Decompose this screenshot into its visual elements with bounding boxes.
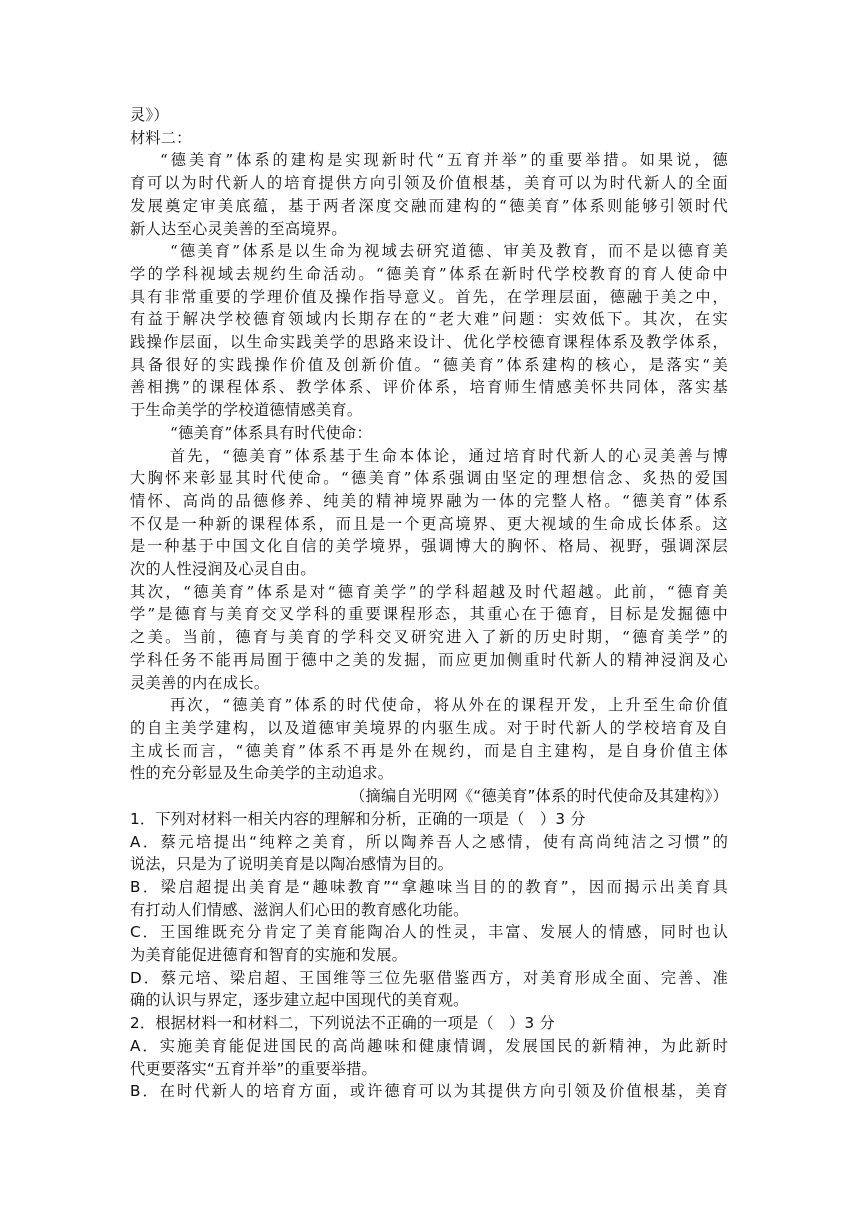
text-line: 学”是德育与美育交叉学科的重要课程形态，其重心在于德育，目标是发掘德中 — [130, 605, 728, 624]
text-line: 情怀、高尚的品德修养、纯美的精神境界融为一体的完整人格。“德美育”体系 — [130, 491, 728, 510]
text-line: 发展奠定审美底蕴，基于两者深度交融而建构的“德美育”体系则能够引领时代 — [130, 196, 728, 215]
text-line: （摘编自光明网《“德美育”体系的时代使命及其建构》） — [350, 787, 728, 806]
text-line: 主成长而言，“德美育”体系不再是外在规约，而是自主建构，是自身价值主体 — [130, 741, 728, 760]
document-body — [130, 104, 728, 1103]
text-line: 灵美善的内在成长。 — [130, 673, 270, 692]
text-line: C．王国维既充分肯定了美育能陶冶人的性灵，丰富、发展人的情感，同时也认 — [130, 923, 728, 942]
text-line: 有打动人们情感、滋润人们心田的教育感化功能。 — [130, 900, 469, 919]
text-line: 善相携”的课程体系、教学体系、评价体系，培育师生情感美怀共同体，落实基 — [130, 378, 728, 397]
text-line: 1．下列对材料一相关内容的理解和分析，正确的一项是（ ）3 分 — [130, 809, 586, 828]
text-line: “德美育”体系具有时代使命： — [170, 423, 372, 442]
text-line: “德美育”体系是以生命为视域去研究道德、审美及教育，而不是以德育美 — [170, 242, 728, 261]
text-line: 具有非常重要的学理价值及操作指导意义。首先，在学理层面，德融于美之中， — [130, 287, 728, 306]
text-line: 确的认识与界定，逐步建立起中国现代的美育观。 — [130, 991, 469, 1010]
text-line: 于生命美学的学校道德情感美育。 — [130, 401, 363, 420]
text-line: 性的充分彰显及生命美学的主动追求。 — [130, 764, 394, 783]
text-line: 次的人性浸润及心灵自由。 — [130, 560, 316, 579]
text-line: 学科任务不能再局囿于德中之美的发掘，而应更加侧重时代新人的精神浸润及心 — [130, 650, 728, 669]
text-line: 灵》） — [130, 106, 169, 124]
text-line: 有益于解决学校德育领域内长期存在的“老大难”问题：实效低下。其次，在实 — [130, 310, 728, 329]
text-line: 首先，“德美育”体系基于生命本体论，通过培育时代新人的心灵美善与博 — [170, 446, 728, 465]
text-line: 不仅是一种新的课程体系，而且是一个更高境界、更大视域的生命成长体系。这 — [130, 514, 728, 533]
text-line: 2．根据材料一和材料二，下列说法不正确的一项是（ ）3 分 — [130, 1014, 555, 1033]
text-line: 是一种基于中国文化自信的美学境界，强调博大的胸怀、格局、视野，强调深层 — [130, 537, 728, 556]
text-line: 之美。当前，德育与美育的学科交叉研究进入了新的历史时期，“德育美学”的 — [130, 628, 728, 647]
text-line: 新人达至心灵美善的至高境界。 — [130, 219, 347, 238]
text-line: B．在时代新人的培育方面，或许德育可以为其提供方向引领及价值根基，美育 — [130, 1082, 728, 1101]
text-line: 为美育能促进德育和智育的实施和发展。 — [130, 946, 407, 965]
text-line: 说法，只是为了说明美育是以陶冶感情为目的。 — [130, 855, 454, 874]
text-line: 再次，“德美育”体系的时代使命，将从外在的课程开发，上升至生命价值 — [170, 696, 728, 715]
text-line: “德美育”体系的建构是实现新时代“五育并举”的重要举措。如果说，德 — [160, 151, 728, 170]
text-line: 的自主美学建构，以及道德审美境界的内驱生成。对于时代新人的学校培育及自 — [130, 718, 728, 737]
text-line: D．蔡元培、梁启超、王国维等三位先驱借鉴西方，对美育形成全面、完善、准 — [130, 968, 728, 987]
text-line: 践操作层面，以生命实践美学的思路来设计、优化学校德育课程体系及教学体系， — [130, 333, 728, 352]
text-line: 其次，“德美育”体系是对“德育美学”的学科超越及时代超越。此前，“德育美 — [130, 582, 728, 601]
text-line: A．蔡元培提出“纯粹之美育，所以陶养吾人之感情，使有高尚纯洁之习惯”的 — [130, 832, 728, 851]
text-line: 材料二： — [130, 128, 192, 147]
text-line: 学的学科视域去规约生命活动。“德美育”体系在新时代学校教育的育人使命中 — [130, 264, 728, 283]
text-line: 大胸怀来彰显其时代使命。“德美育”体系强调由坚定的理想信念、炙热的爱国 — [130, 469, 728, 488]
text-line: 代更要落实“五育并举”的重要举措。 — [130, 1059, 377, 1078]
text-line: 具备很好的实践操作价值及创新价值。“德美育”体系建构的核心，是落实“美 — [130, 355, 728, 374]
text-line: 育可以为时代新人的培育提供方向引领及价值根基，美育可以为时代新人的全面 — [130, 174, 728, 193]
text-line: B．梁启超提出美育是“趣味教育”“拿趣味当目的的教育”，因而揭示出美育具 — [130, 877, 728, 896]
text-line: A．实施美育能促进国民的高尚趣味和健康情调，发展国民的新精神，为此新时 — [130, 1036, 728, 1055]
